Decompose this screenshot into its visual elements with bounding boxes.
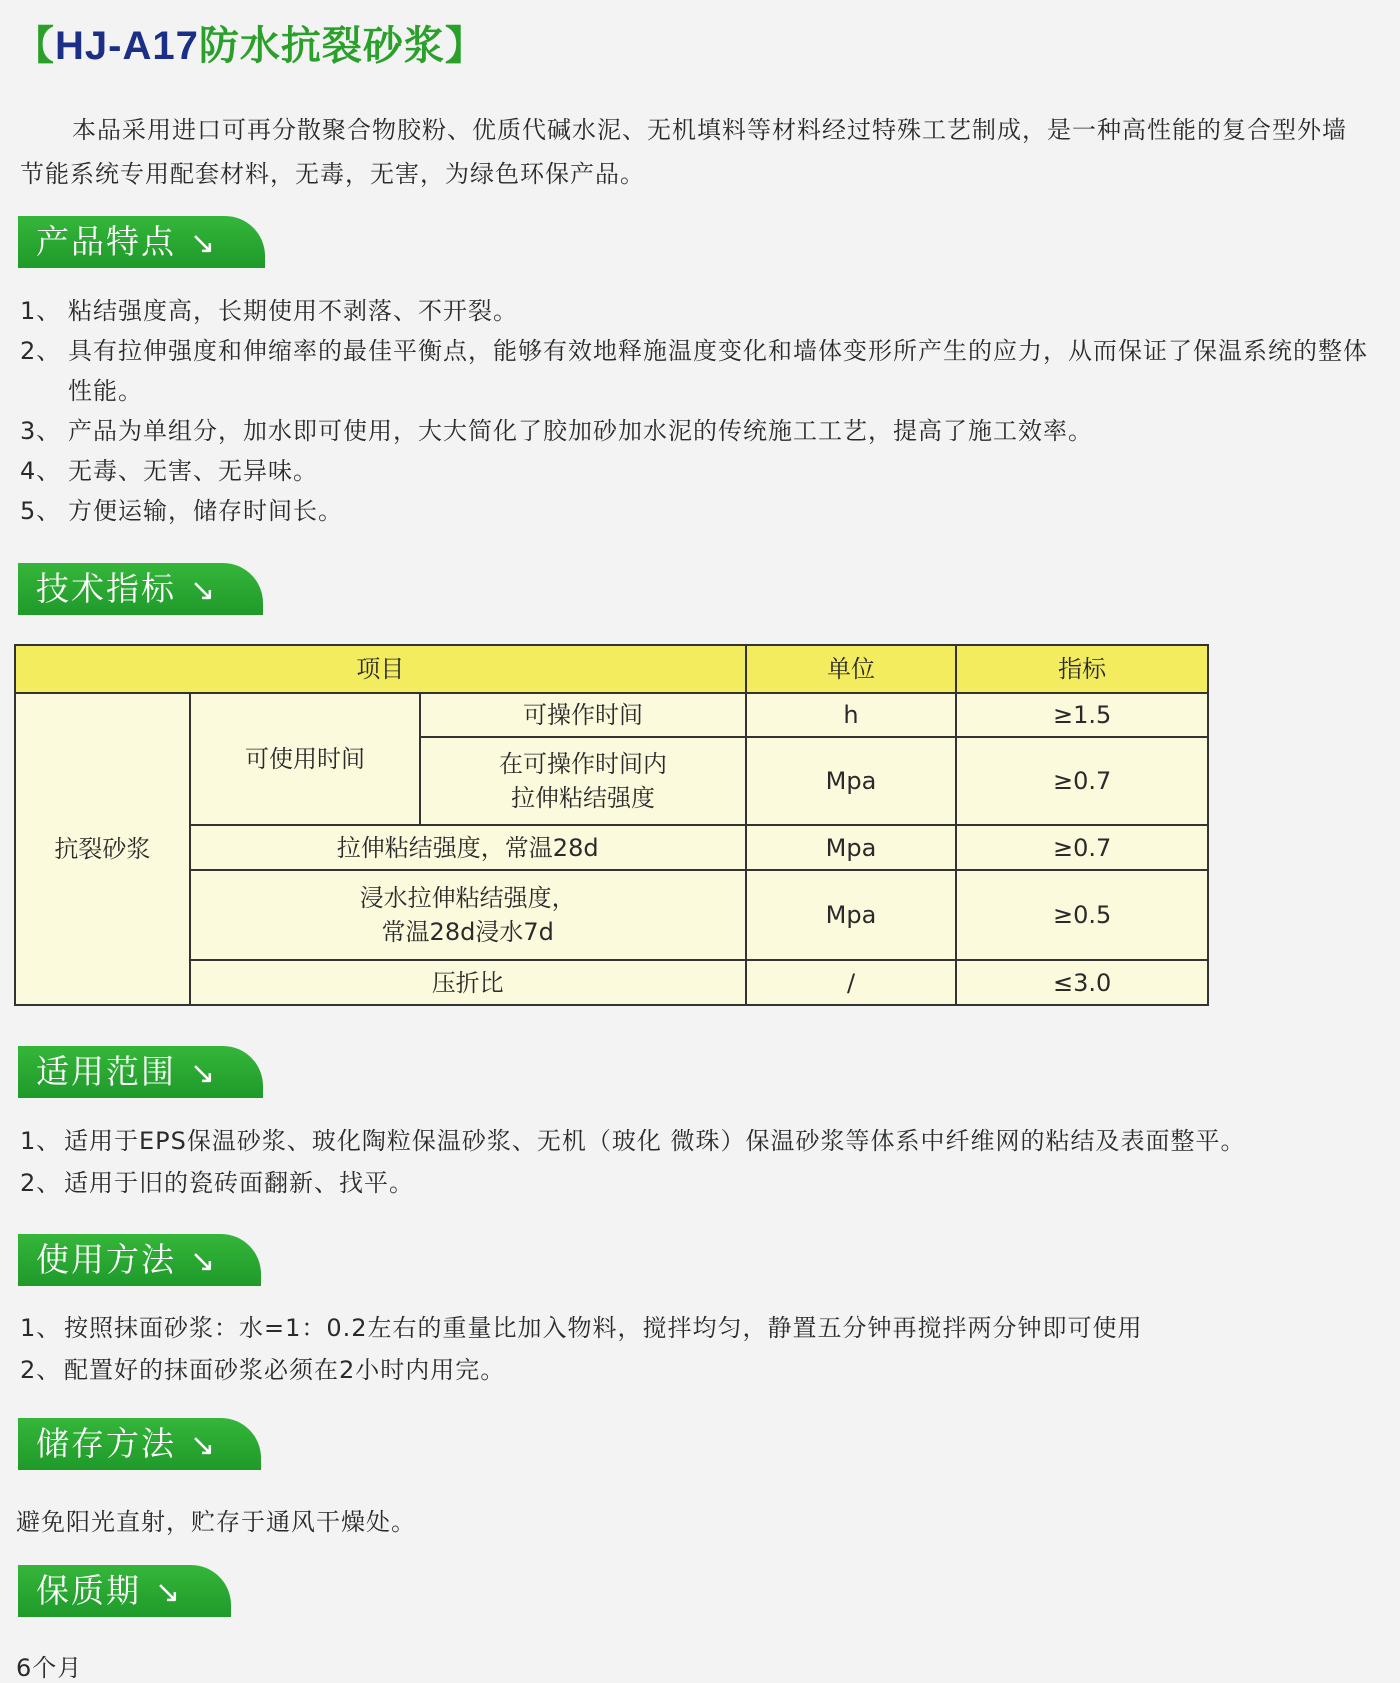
section-heading-label: 使用方法 [36,1240,176,1279]
subgroup-cell: 可使用时间 [190,693,421,825]
section-heading-label: 适用范围 [36,1052,176,1091]
list-item-text: 具有拉伸强度和伸缩率的最佳平衡点，能够有效地释施温度变化和墙体变形所产生的应力，从而保证了保温系统的整体性能。 [68,337,1368,405]
row-name: 拉伸粘结强度，常温28d [190,825,746,870]
list-item-number: 2、 [20,337,62,365]
row-value: ≥0.5 [956,870,1208,960]
row-name [190,870,746,960]
row-name: 压折比 [190,960,746,1005]
arrow-down-right-icon: ↘ [190,1244,218,1279]
list-item [20,1349,1370,1391]
header-unit: 单位 [746,645,957,693]
list-item-number: 1、 [20,297,62,325]
product-title [14,14,486,71]
row-name-line: 浸水拉伸粘结强度， [359,884,576,912]
row-value: ≥0.7 [956,825,1208,870]
list-item-text: 适用于EPS保温砂浆、玻化陶粒保温砂浆、无机（玻化 微珠）保温砂浆等体系中纤维网的粘结及表面整平。 [64,1127,1246,1155]
row-name-line: 在可操作时间内 [498,750,667,778]
row-name [420,737,745,825]
list-item-text: 适用于旧的瓷砖面翻新、找平。 [64,1169,414,1197]
row-value: ≤3.0 [956,960,1208,1005]
list-item-text: 配置好的抹面砂浆必须在2小时内用完。 [64,1356,506,1384]
section-heading-features [18,216,265,268]
specs-table [14,644,1209,1006]
list-item-text: 按照抹面砂浆：水=1：0.2左右的重量比加入物料，搅拌均匀，静置五分钟再搅拌两分钟即可使用 [64,1314,1143,1342]
row-unit: Mpa [746,870,957,960]
table-row [15,693,1208,737]
row-value: ≥1.5 [956,693,1208,737]
scope-list [20,1120,1370,1204]
row-unit: / [746,960,957,1005]
section-heading-usage [18,1234,261,1286]
table-row [15,960,1208,1005]
section-heading-label: 保质期 [36,1571,141,1610]
list-item-number: 1、 [20,1127,62,1155]
row-unit: Mpa [746,737,957,825]
section-heading-label: 技术指标 [36,569,176,608]
shelf-life-text: 6个月 [16,1654,83,1682]
list-item-number: 5、 [20,497,62,525]
header-value: 指标 [956,645,1208,693]
row-name-line: 常温28d浸水7d [381,918,554,946]
arrow-down-right-icon: ↘ [190,1428,218,1463]
row-name-line: 拉伸粘结强度 [510,784,655,812]
title-product-name: 防水抗裂砂浆 [198,23,445,69]
features-list [20,291,1370,531]
list-item [20,411,1370,451]
title-product-code: HJ-A17 [55,24,199,68]
list-item [20,451,1370,491]
section-heading-specs [18,563,263,615]
list-item-number: 2、 [20,1169,62,1197]
list-item-text: 方便运输，储存时间长。 [68,497,343,525]
section-heading-storage [18,1418,261,1470]
list-item-number: 2、 [20,1356,62,1384]
list-item-number: 1、 [20,1314,62,1342]
section-heading-shelf-life [18,1565,231,1617]
list-item-text: 产品为单组分，加水即可使用，大大简化了胶加砂加水泥的传统施工工艺，提高了施工效率。 [68,417,1093,445]
list-item [20,491,1370,531]
list-item-number: 3、 [20,417,62,445]
list-item [20,1307,1370,1349]
title-bracket-open: 【 [14,23,55,69]
row-name: 可操作时间 [420,693,745,737]
list-item-text: 无毒、无害、无异味。 [68,457,318,485]
header-item: 项目 [15,645,746,693]
list-item [20,331,1370,411]
section-heading-scope [18,1046,263,1098]
section-heading-label: 产品特点 [36,222,176,261]
list-item [20,291,1370,331]
arrow-down-right-icon: ↘ [190,1056,218,1091]
table-row [15,870,1208,960]
list-item-number: 4、 [20,457,62,485]
storage-text: 避免阳光直射，贮存于通风干燥处。 [16,1508,416,1536]
list-item [20,1162,1370,1204]
row-unit: Mpa [746,825,957,870]
list-item [20,1120,1370,1162]
arrow-down-right-icon: ↘ [190,573,218,608]
row-unit: h [746,693,957,737]
group-cell: 抗裂砂浆 [15,693,190,1005]
list-item-text: 粘结强度高，长期使用不剥落、不开裂。 [68,297,518,325]
intro-paragraph: 本品采用进口可再分散聚合物胶粉、优质代碱水泥、无机填料等材料经过特殊工艺制成，是一种高性能的复合型外墙节能系统专用配套材料，无毒，无害，为绿色环保产品。 [20,116,1347,188]
table-row [15,825,1208,870]
section-heading-label: 储存方法 [36,1424,176,1463]
arrow-down-right-icon: ↘ [190,226,218,261]
title-bracket-close: 】 [444,23,486,69]
arrow-down-right-icon: ↘ [155,1575,183,1610]
table-header-row [15,645,1208,693]
row-value: ≥0.7 [956,737,1208,825]
usage-list [20,1307,1370,1391]
